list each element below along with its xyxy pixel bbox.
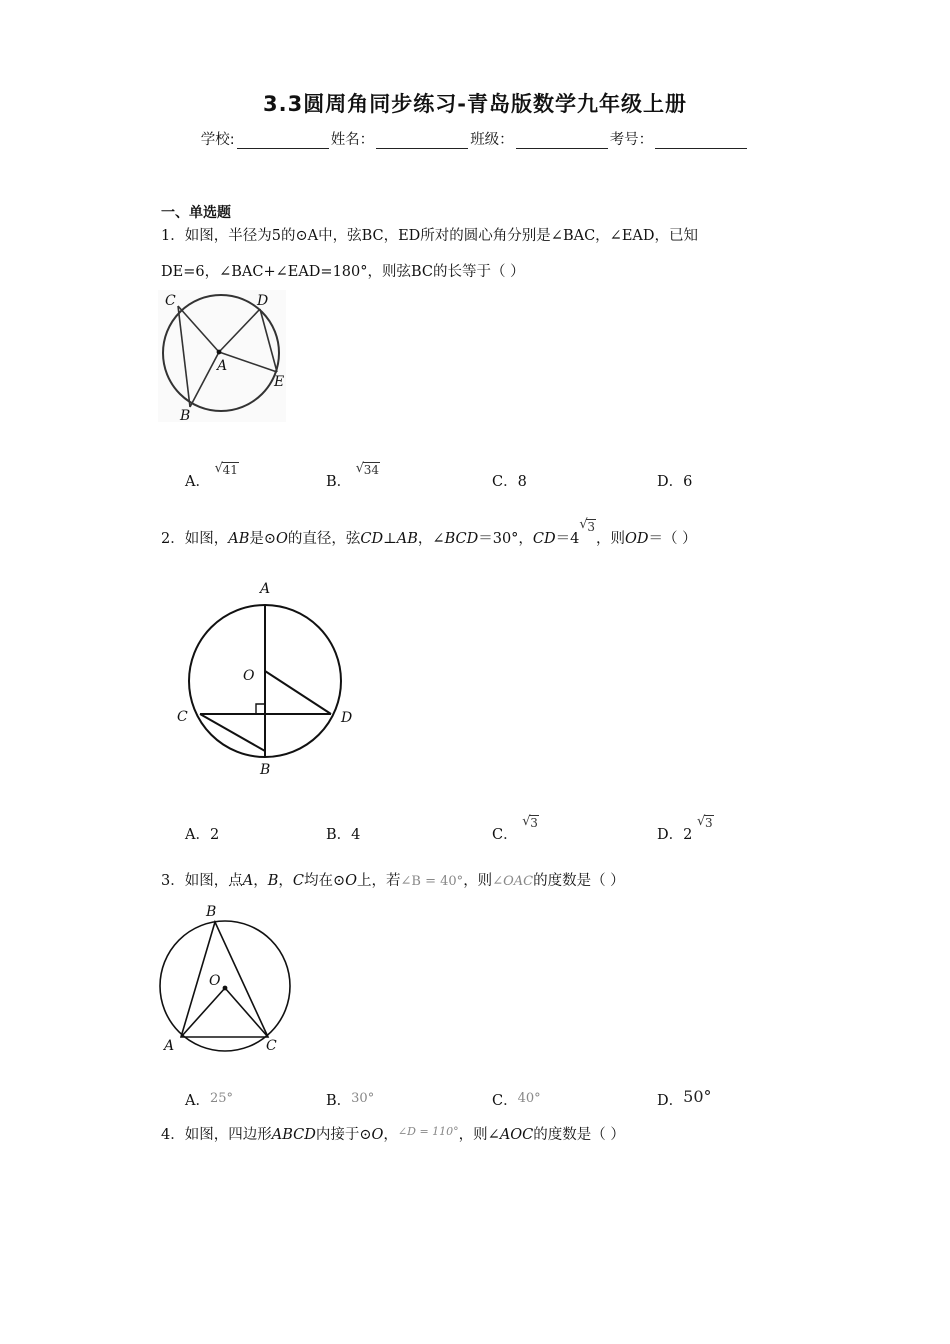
q2-right-angle-mark — [256, 704, 265, 714]
name-field[interactable] — [376, 134, 468, 149]
class-field[interactable] — [516, 134, 608, 149]
angle-d-formula: ∠D = 110° — [397, 1125, 459, 1138]
q3-figure — [150, 898, 300, 1058]
q3-stem: 3．如图，点A，B，C均在⊙O上，若∠B = 40°，则∠OAC的度数是（ ） — [161, 873, 625, 889]
school-label: 学校: — [200, 132, 235, 148]
q1-label-c: C — [165, 293, 176, 309]
q1-label-a: A — [217, 358, 228, 374]
q2-label-d: D — [341, 710, 353, 726]
q3-label-c: C — [266, 1038, 277, 1054]
angle-b-formula: ∠B = 40° — [400, 874, 464, 889]
q1-option-d[interactable]: D．6 — [657, 474, 693, 490]
q1-label-d: D — [257, 293, 269, 309]
q3-option-c[interactable]: C．40° — [492, 1091, 541, 1109]
q1-line2: DE=6，∠BAC+∠EAD=180°，则弦BC的长等于（ ） — [161, 264, 525, 280]
q1-option-a[interactable]: A． √ 41 — [185, 461, 238, 490]
sqrt-symbol: √ 3 — [522, 814, 538, 830]
q2-label-c: C — [177, 709, 188, 725]
q2-option-a[interactable]: A．2 — [185, 827, 220, 843]
q3-label-a: A — [164, 1038, 175, 1054]
sqrt-symbol: √ 3 — [696, 814, 713, 830]
q2-figure — [170, 576, 360, 782]
q1-center-point — [217, 350, 222, 355]
sqrt-symbol: √ 3 — [579, 517, 596, 534]
q1-option-c[interactable]: C．8 — [492, 474, 527, 490]
q4-stem: 4．如图，四边形ABCD内接于⊙O，$^{\angle D = 110^\circ}$，则∠AOC的度数是（ ） — [161, 1125, 625, 1143]
q3-option-a[interactable]: A．25° — [185, 1091, 234, 1109]
q1-figure-background — [158, 290, 286, 422]
q3-option-d[interactable]: D．50° — [657, 1087, 712, 1109]
q2-option-d[interactable]: D．2 √ 3 — [657, 814, 713, 843]
name-label: 姓名： — [330, 132, 375, 148]
q2-stem: 2．如图，AB是⊙O的直径，弦CD⊥AB，∠BCD＝30°，CD＝4 √ 3，则OD＝（ ） — [161, 517, 697, 547]
q3-radius-oc — [225, 988, 268, 1037]
angle-oac-formula: ∠OAC — [492, 874, 534, 889]
q2-label-b: B — [260, 762, 271, 778]
q1-line1: 1．如图，半径为5的⊙A中，弦BC，ED所对的圆心角分别是∠BAC，∠EAD，已知 — [161, 228, 699, 244]
exam-no-label: 考号： — [609, 132, 654, 148]
section-title: 一、单选题 — [161, 205, 231, 221]
class-label: 班级： — [470, 132, 514, 148]
q2-option-c[interactable]: C． √ 3 — [492, 814, 538, 843]
q2-option-b[interactable]: B．4 — [326, 827, 361, 843]
q2-label-o: O — [243, 668, 255, 684]
q1-option-b[interactable]: B． √ 34 — [326, 461, 380, 490]
student-info-row — [0, 128, 950, 149]
page-title: 3.3圆周角同步练习-青岛版数学九年级上册 — [263, 92, 687, 116]
school-field[interactable] — [237, 134, 329, 149]
q3-center-point — [223, 986, 228, 991]
q1-label-b: B — [180, 408, 191, 424]
q3-triangle-abc — [181, 922, 268, 1037]
sqrt-symbol: √ 41 — [214, 461, 238, 477]
sqrt-symbol: √ 34 — [355, 461, 380, 477]
q3-label-o: O — [209, 973, 221, 989]
q1-figure — [156, 288, 288, 424]
q3-label-b: B — [206, 904, 217, 920]
q3-option-b[interactable]: B．30° — [326, 1091, 375, 1109]
q2-segment-od — [265, 671, 331, 714]
exam-no-field[interactable] — [655, 134, 747, 149]
q2-label-a: A — [260, 581, 271, 597]
q1-label-e: E — [274, 374, 285, 390]
